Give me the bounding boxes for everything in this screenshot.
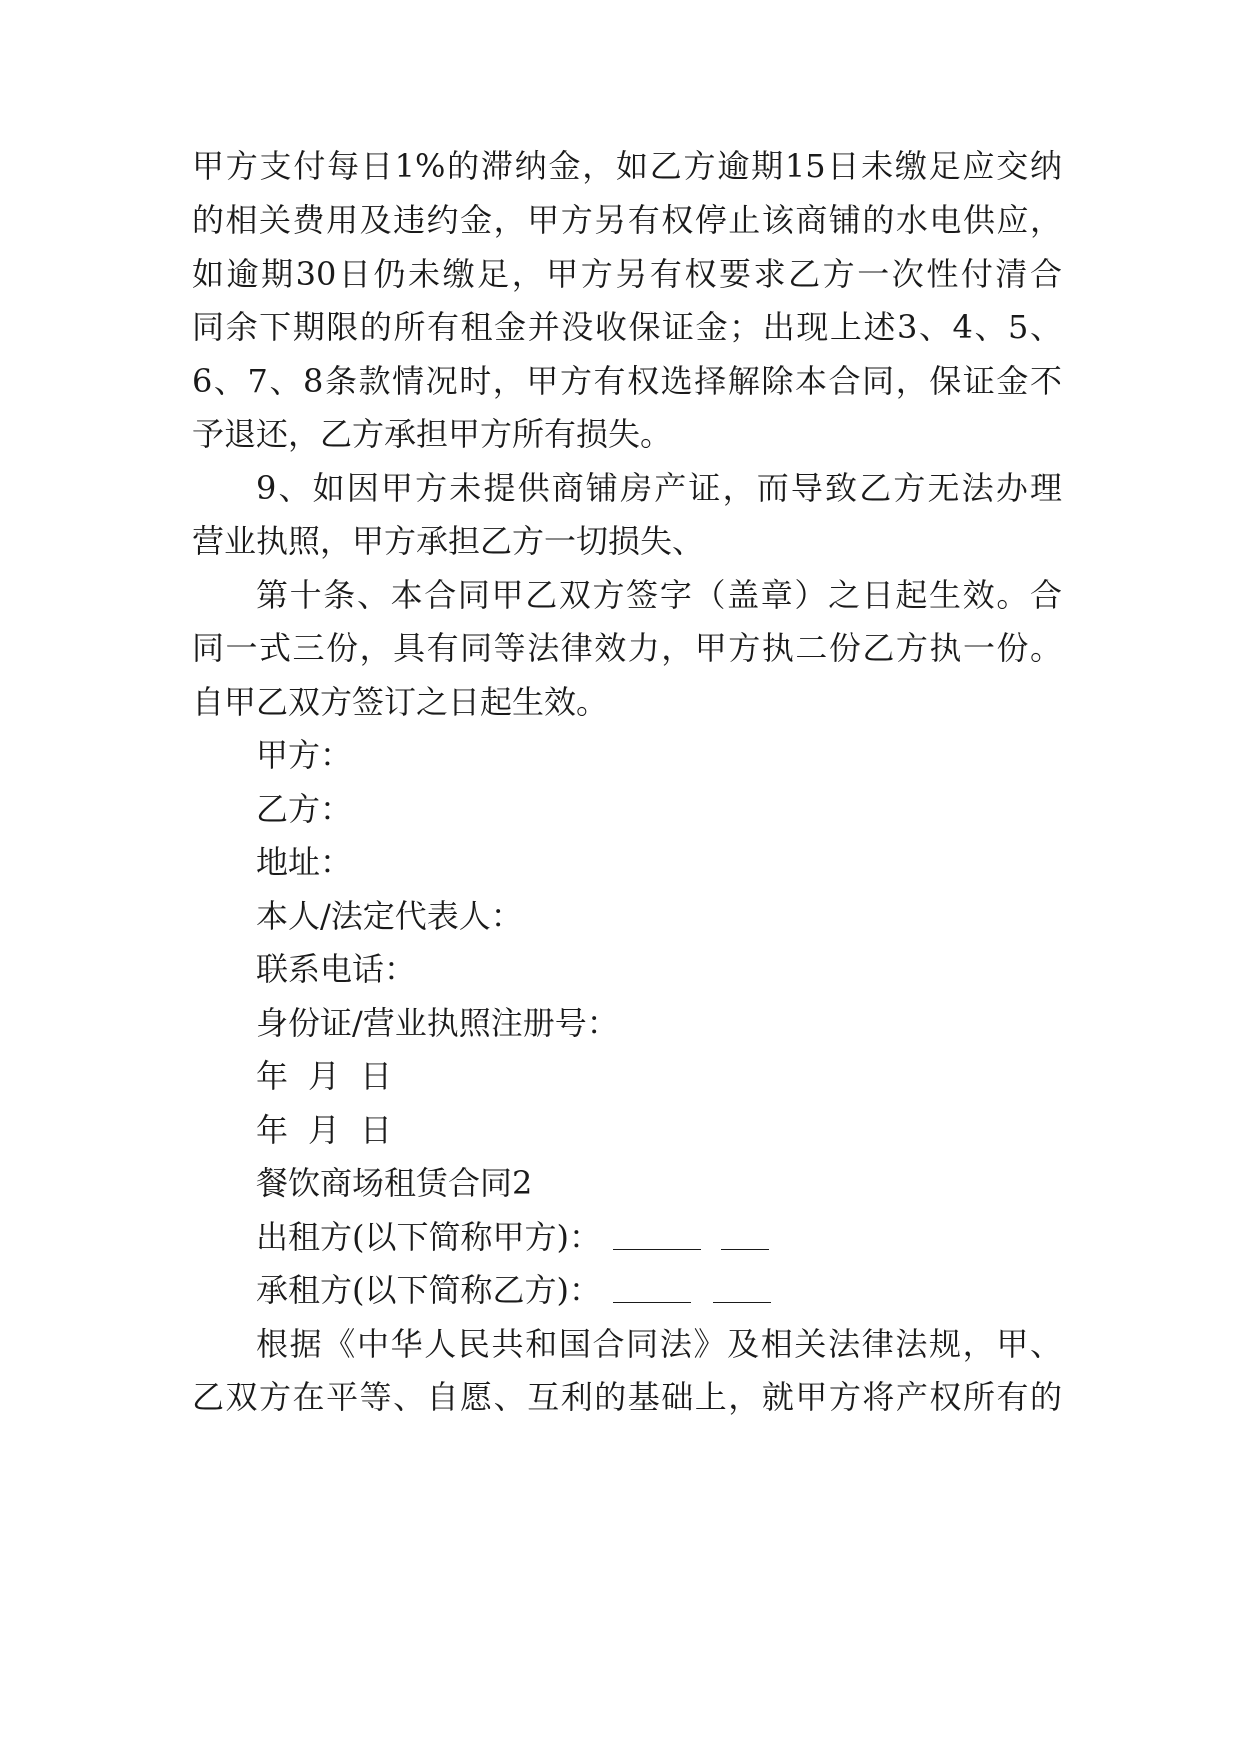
paragraph-line: 9、如因甲方未提供商铺房产证，而导致乙方无法办理 bbox=[256, 469, 1062, 507]
paragraph-line: 的相关费用及违约金，甲方另有权停止该商铺的水电供应， bbox=[192, 201, 1062, 239]
lessee-label: 承租方(以下简称乙方)： bbox=[256, 1271, 601, 1309]
paragraph-line: 自甲乙双方签订之日起生效。 bbox=[192, 683, 609, 721]
date-day: 日 bbox=[360, 1057, 393, 1095]
party-a-label: 甲方： bbox=[256, 736, 353, 774]
date-year: 年 bbox=[256, 1111, 289, 1149]
paragraph-line: 营业执照，甲方承担乙方一切损失、 bbox=[192, 522, 705, 560]
lessor-label: 出租方(以下简称甲方)： bbox=[256, 1218, 601, 1256]
phone-label: 联系电话： bbox=[256, 950, 417, 988]
date-month: 月 bbox=[308, 1111, 341, 1149]
paragraph-line: 甲方支付每日1%的滞纳金，如乙方逾期15日未缴足应交纳 bbox=[192, 147, 1062, 185]
paragraph-line: 如逾期30日仍未缴足，甲方另有权要求乙方一次性付清合 bbox=[192, 255, 1062, 293]
lessor-blank bbox=[721, 1223, 769, 1250]
lessor-line bbox=[256, 1217, 769, 1257]
date-line-2 bbox=[256, 1110, 392, 1150]
lessee-line bbox=[256, 1270, 771, 1310]
paragraph-line: 予退还，乙方承担甲方所有损失。 bbox=[192, 415, 673, 453]
representative-label: 本人/法定代表人： bbox=[256, 897, 523, 935]
date-day: 日 bbox=[360, 1111, 393, 1149]
date-year: 年 bbox=[256, 1057, 289, 1095]
paragraph-line: 同一式三份，具有同等法律效力，甲方执二份乙方执一份。 bbox=[192, 629, 1062, 667]
lessee-blank bbox=[613, 1276, 691, 1303]
party-b-label: 乙方： bbox=[256, 790, 353, 828]
paragraph-line: 根据《中华人民共和国合同法》及相关法律法规，甲、 bbox=[256, 1325, 1062, 1363]
id-license-label: 身份证/营业执照注册号： bbox=[256, 1004, 619, 1042]
lessee-blank bbox=[713, 1276, 771, 1303]
date-line-1 bbox=[256, 1056, 392, 1096]
paragraph-line: 乙双方在平等、自愿、互利的基础上，就甲方将产权所有的 bbox=[192, 1378, 1062, 1416]
lessor-blank bbox=[613, 1223, 701, 1250]
date-month: 月 bbox=[308, 1057, 341, 1095]
contract-title: 餐饮商场租赁合同2 bbox=[256, 1164, 533, 1202]
paragraph-line: 同余下期限的所有租金并没收保证金；出现上述3、4、5、 bbox=[192, 308, 1062, 346]
paragraph-line: 第十条、本合同甲乙双方签字（盖章）之日起生效。合 bbox=[256, 576, 1062, 614]
address-label: 地址： bbox=[256, 843, 353, 881]
paragraph-line: 6、7、8条款情况时，甲方有权选择解除本合同，保证金不 bbox=[192, 362, 1062, 400]
